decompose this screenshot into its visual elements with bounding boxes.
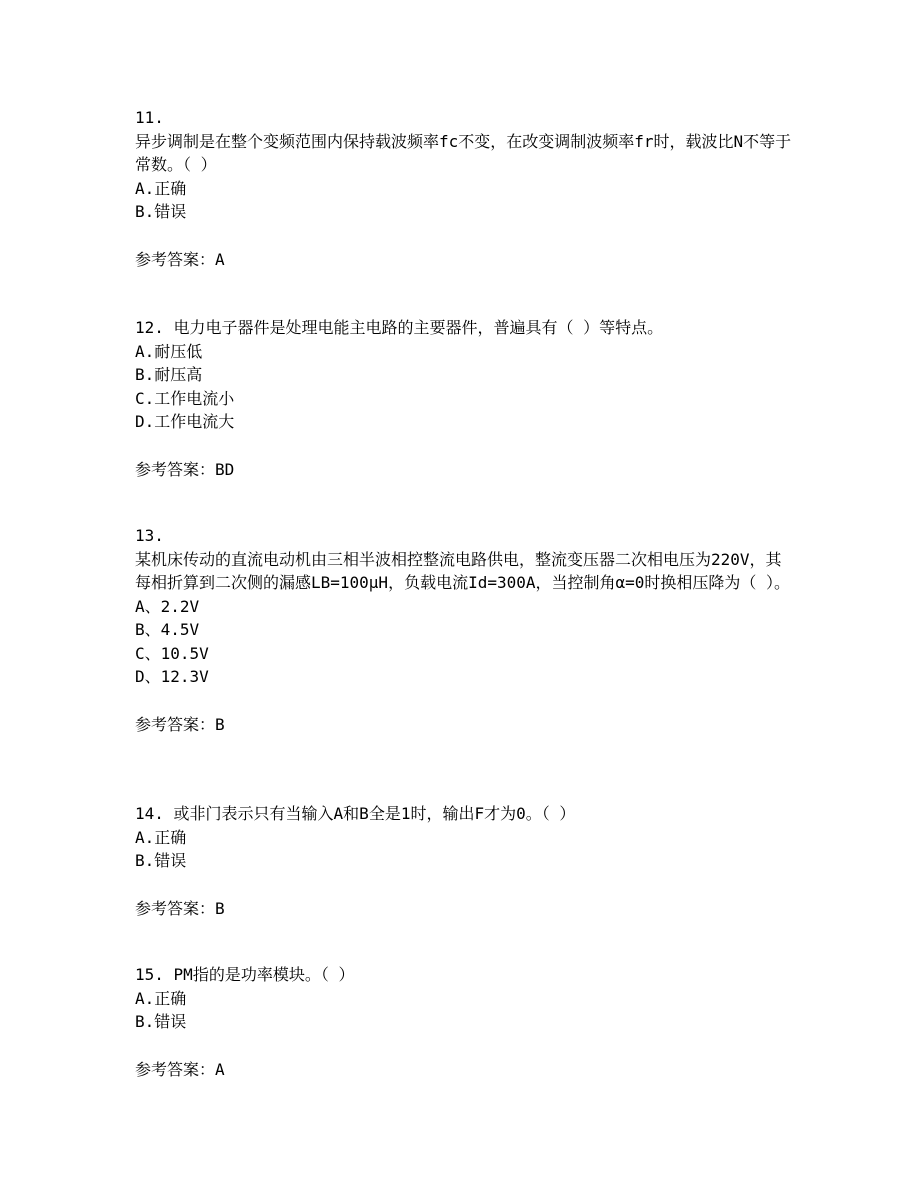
option: D.工作电流大 xyxy=(135,412,235,431)
question-15 xyxy=(135,963,795,1081)
question-stem: 电力电子器件是处理电能主电路的主要器件，普遍具有（ ）等特点。 xyxy=(173,318,664,337)
option: B.错误 xyxy=(135,202,187,221)
question-12 xyxy=(135,316,795,481)
reference-answer: 参考答案：A xyxy=(135,249,225,269)
question-stem: PM指的是功率模块。（ ） xyxy=(173,965,355,984)
question-number: 11. xyxy=(135,108,164,127)
question-stem-line xyxy=(135,963,795,987)
question-number: 15. xyxy=(135,965,164,984)
option: A.正确 xyxy=(135,827,187,847)
reference-answer: 参考答案：B xyxy=(135,898,225,918)
question-11 xyxy=(135,106,795,271)
question-14 xyxy=(135,802,795,920)
question-stem: 异步调制是在整个变频范围内保持载波频率fc不变，在改变调制波频率fr时，载波比N不等于常数。（ ） xyxy=(135,131,792,174)
option: B.错误 xyxy=(135,1012,187,1031)
reference-answer: 参考答案：B xyxy=(135,714,225,734)
question-stem: 某机床传动的直流电动机由三相半波相控整流电路供电，整流变压器二次相电压为220V，其每相折算到二次侧的漏感LB=100μH，负载电流Id=300A，当控制角α=0时换相压降为（ ）。 xyxy=(135,549,791,592)
option: D、12.3V xyxy=(135,667,209,686)
option: B、4.5V xyxy=(135,620,200,639)
question-number: 14. xyxy=(135,804,164,823)
reference-answer: 参考答案：BD xyxy=(135,459,235,479)
question-number: 13. xyxy=(135,526,164,545)
option: A.正确 xyxy=(135,178,187,198)
question-stem-line xyxy=(135,802,795,826)
option: C、10.5V xyxy=(135,643,209,663)
option: B.耐压高 xyxy=(135,365,203,384)
option: A.耐压低 xyxy=(135,341,203,361)
reference-answer: 参考答案：A xyxy=(135,1059,225,1079)
question-13 xyxy=(135,524,795,736)
question-number: 12. xyxy=(135,318,164,337)
option: A、2.2V xyxy=(135,596,200,616)
option: A.正确 xyxy=(135,988,187,1008)
option: B.错误 xyxy=(135,851,187,870)
option: C.工作电流小 xyxy=(135,388,235,408)
question-stem: 或非门表示只有当输入A和B全是1时，输出F才为0。（ ） xyxy=(173,804,576,823)
question-stem-line xyxy=(135,316,795,340)
